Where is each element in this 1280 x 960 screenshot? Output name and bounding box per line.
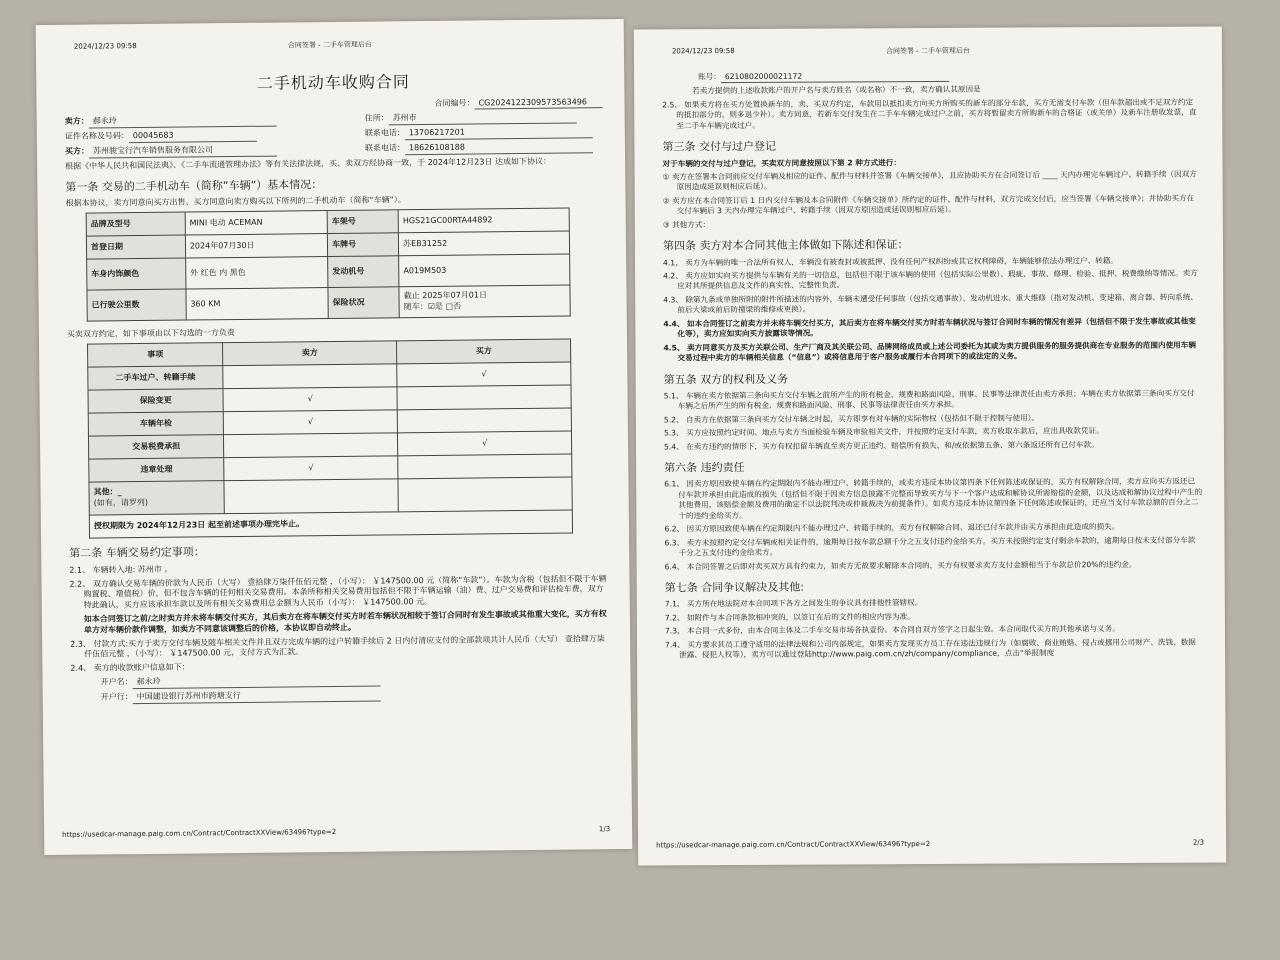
clause-2-2: 2.2、 双方确认交易车辆的价款为人民币（大写） 壹拾肆万柒仟伍佰元整 ，（小写）： ￥147500.00 元（简称“车款”）。车款为含税（包括但不限于车辆购置税、增值税）价，但不包含车辆的任何相关交易费用。本条所称相关交易费用包括但不限于车辆运输（油）费、过户交易费和评估检车费，双方特此确认，买方应该承担车款以及所有相关交易费用总金额为人民币（小写）： ￥147500.00 元。 bbox=[69, 573, 607, 610]
clause-4-1: 4.1、 卖方为车辆的唯一合法所有权人，车辆没有被查封或被抵押、没有任何产权纠纷或其它权利障碍，车辆能够依法办理过户、转籍。 bbox=[663, 255, 1118, 267]
cell-label: 车牌号 bbox=[327, 233, 398, 257]
buyer-check bbox=[397, 385, 571, 410]
page-footer bbox=[656, 839, 1204, 850]
table-row-item: 交易税费承担 bbox=[88, 435, 224, 459]
cell-label: 已行驶公里数 bbox=[87, 289, 186, 321]
cell-label: 首登日期 bbox=[86, 235, 185, 259]
clause-2-3: 2.3、 付款方式:买方于卖方交付车辆及随车相关文件并且双方完成车辆的过户转籍手续后 2 日内付清应支付的全部款项共计人民币（大写） 壹拾肆万柒仟伍佰元整 ，（小写）： ￥147500.00 元，支付方式为汇款。 bbox=[70, 633, 605, 660]
acct-label: 账号： bbox=[698, 72, 721, 82]
seller-check bbox=[224, 479, 398, 514]
clause-4-4: 4.4、 如本合同签订之前卖方并未将车辆交付买方，其后卖方在将车辆交付买方时若车辆状况与签订合同时车辆的情况有差异（包括但不限于发生事故或其他变化等），卖方应如实向买方披露该等情况。 bbox=[663, 316, 1196, 339]
clause-7-3: 7.3、 本合同一式多份，由本合同主体及二手车交易市场各执壹份。本合同自双方签字之日起生效。本合同取代买方的其他承诺与义务。 bbox=[664, 624, 1120, 636]
clause-6-3: 6.3、 卖方未按照约定交付车辆或相关证件的，逾期每日按车款总额千分之五支付违约金给买方。买方未按照约定支付剩余车款的，逾期每日按未支付部分车款千分之五支付违约金给卖方。 bbox=[664, 535, 1196, 558]
clause-7-2: 7.2、 如附件与本合同条款相冲突的，以签订在后的文件的相应内容为准。 bbox=[664, 611, 915, 623]
header-timestamp: 2024/12/23 09:58 bbox=[671, 47, 735, 56]
page-footer bbox=[62, 825, 610, 839]
acct-number: 6210802000021172 bbox=[721, 71, 949, 84]
clause-5-3: 5.3、 买方应按照约定时间、地点与卖方当面检验车辆及审验相关文件，并按照约定支付车款，卖方收取车款后，应出具收款凭证。 bbox=[663, 426, 1104, 438]
seller-check: √ bbox=[223, 387, 397, 412]
seller-address: 苏州市 bbox=[389, 112, 577, 126]
contract-title: 二手机动车收购合同 bbox=[256, 72, 410, 93]
buyer-name: 苏州骏宝行汽车销售服务有限公司 bbox=[89, 145, 277, 159]
cell-value: MINI 电动 ACEMAN bbox=[185, 211, 327, 235]
auth-period: 授权期限为 2024年12月23日 起至前述事项办理完毕止。 bbox=[89, 510, 572, 538]
seller-check bbox=[223, 364, 397, 389]
cell-value: 360 KM bbox=[186, 288, 329, 320]
col-seller: 卖方 bbox=[223, 341, 397, 366]
cell-value: 苏EB31252 bbox=[399, 231, 570, 256]
clause-2-5: 2.5、 如果卖方将在买方处置换新车的，卖、买双方约定，车款用以抵扣卖方向买方所购买的新车的部分车款，买方无需支付车款（但车款超出或不足双方约定的抵扣部分的，则多退少补）。卖方同意，若新车交付发生在二手车车辆完成过户之前，买方将暂留卖方所购新车的合格证（或关单）及新车注册收发票，直至二手车车辆完成过户。 bbox=[662, 97, 1197, 131]
name-mismatch-note: 若卖方提供的上述收款账户的开户名与卖方姓名（或名称）不一致，卖方确认其原因是 bbox=[692, 85, 981, 96]
vehicle-info-table bbox=[86, 208, 571, 322]
delivery-option-3: ③ 其他方式： bbox=[662, 220, 711, 230]
cell-label: 发动机号 bbox=[328, 256, 399, 288]
section-3-title: 第三条 交付与过户登记 bbox=[662, 140, 776, 154]
clause-7-4: 7.4、 买方要求其员工遵守适用的法律法规和公司内部规定，如果卖方发现买方员工存在违法违规行为（如腐败、商业贿赂、侵占或挪用公司财产、洗钱、数据泄露、侵犯人权等），卖方可以通过登陆http://www.paig.com.cn/zh/company/compliance，点击“举报制度 bbox=[665, 637, 1196, 660]
clause-6-1: 6.1、 因卖方原因致使车辆在约定期限内不能办理过户、转籍手续的，或卖方违反本协议第四条下任何陈述或保证的，买方有权解除合同，卖方应向买方返还已付车款并承担由此造成的损失（包括但不限于因卖方信息披露不完整而导致买方与下一个客户达成和解协议所需赔偿的金额，以及达成和解协议过程中产生的其他费用，该赔偿金额及费用的确定不以法院判决或仲裁裁决为前提条件）。如卖方违反本协议第四条下任何陈述或保证的，还应当支付车款总额的百分之二十的违约金给买方。 bbox=[664, 477, 1203, 521]
seller-name: 郝永玲 bbox=[89, 115, 277, 129]
tel-label: 联系电话： bbox=[364, 128, 405, 138]
page-header bbox=[66, 37, 594, 51]
page-header bbox=[664, 45, 1192, 56]
cell-value: HGS21GC00RTA44892 bbox=[398, 208, 569, 233]
buyer-label: 买方： bbox=[64, 146, 90, 156]
clause-4-2: 4.2、 卖方应如实向买方提供与车辆有关的一切信息，包括但不限于该车辆的使用（包括实际公里数）、瑕疵、事故、修理、检验、抵押、税费缴纳等情况。卖方应对其所提供信息及文件的真实性、完整性负责。 bbox=[663, 268, 1198, 291]
seller-label: 卖方： bbox=[64, 116, 89, 127]
seller-idno: 00045683 bbox=[129, 130, 257, 143]
section-2-title: 第二条 车辆交易约定事项： bbox=[69, 545, 205, 560]
tel2-label: 联系电话： bbox=[364, 143, 406, 153]
clause-4-3: 4.3、 除第九条或单独所附的附件所描述的内容外，车辆未遭受任何事故（包括交通事故）、发动机进水、重大维修（指对发动机、变速箱、离合器、转向系统、前后大梁或前后防撞梁的维修或更换）。 bbox=[663, 292, 1198, 315]
bank-label: 开户行： bbox=[100, 691, 133, 702]
contract-page-2 bbox=[634, 26, 1226, 865]
acct-name: 郝永玲 bbox=[133, 675, 381, 689]
section-1-intro: 根据本协议，卖方同意向买方出售、买方同意向卖方购买以下所列的二手机动车（简称“车辆”）。 bbox=[65, 195, 406, 209]
delivery-option-2: ② 卖方应在本合同签订后 1 日内交付车辆及本合同附件《车辆交接单》所约定的证件、配件与材料，双方完成交付后，应当签署《车辆交接单》；并协助买方在交付车辆后 3 天内办理完车辆过户、转籍手续（因双方原因造成延误则相应后延）。 bbox=[662, 193, 1195, 216]
buyer-check bbox=[398, 477, 572, 512]
page-number: 2/3 bbox=[1192, 838, 1205, 847]
clause-6-4: 6.4、 本合同签署之后即对卖买双方具有约束力，如卖方无故要求解除本合同的，买方有权要求卖方支付金额相当于车款总价20%的违约金。 bbox=[664, 559, 1137, 572]
cell-label: 车架号 bbox=[327, 210, 398, 234]
seller-check: √ bbox=[224, 456, 398, 481]
col-item: 事项 bbox=[88, 343, 224, 367]
cell-value bbox=[399, 285, 570, 318]
page-url: https://usedcar-manage.paig.com.cn/Contract/ContractXXView/63496?type=2 bbox=[62, 827, 337, 839]
cell-value: 2024年07月30日 bbox=[185, 234, 327, 258]
clause-5-2: 5.2、 自卖方在依据第三条向买方交付车辆之时起，买方即享有对车辆的实际物权（包括但不限于控制与使用）。 bbox=[663, 413, 1040, 425]
cell-label: 保险状况 bbox=[328, 287, 399, 319]
clause-2-1: 2.1、 车辆转入地: 苏州市 。 bbox=[69, 564, 173, 575]
section-4-title: 第四条 卖方对本合同其他主体做如下陈述和保证： bbox=[662, 238, 909, 253]
cell-label: 车身内饰颜色 bbox=[87, 258, 186, 290]
clause-5-1: 5.1、 车辆在卖方依据第三条向买方交付车辆之前所产生的所有税金、规费和路面风险、刑事、民事等法律责任由卖方承担；车辆在卖方依据第三条向买方交付车辆之后所产生的所有税金、规费和路面风险、刑事、民事等法律责任由买方承担。 bbox=[663, 388, 1195, 411]
header-timestamp: 2024/12/23 09:58 bbox=[73, 42, 137, 51]
insurance-expiry: 截止 2025年07月01日 bbox=[403, 290, 487, 301]
other-label: 其他：_ bbox=[93, 487, 122, 497]
clause-4-5: 4.5、 卖方同意买方及买方关联公司、生产厂商及其关联公司、品牌网络成员或上述公司委托为其或为卖方提供服务的服务提供商在专业服务的范围内使用车辆交易过程中卖方的车辆相关信息（“信息”）或将信息用于客户服务或履行本合同项下的或法定的义务。 bbox=[663, 340, 1196, 363]
bank-name: 中国建设银行苏州市跨塘支行 bbox=[133, 689, 381, 703]
seller-tel: 13706217201 bbox=[405, 126, 593, 140]
buyer-check bbox=[397, 408, 571, 433]
clause-5-4: 5.4、 在卖方违约的情形下，买方有权扣留车辆直至卖方更正违约、赔偿所有损失、和/或依据第五条、第六条返还所有已付车款。 bbox=[663, 439, 1099, 452]
buyer-check: √ bbox=[398, 431, 572, 456]
contract-no: CG2024122309573563496 bbox=[474, 97, 602, 110]
section-6-title: 第六条 违约责任 bbox=[664, 461, 745, 475]
acct-name-label: 开户名： bbox=[100, 677, 133, 687]
insurance-with-car: 随车：☑是 □否 bbox=[403, 301, 462, 312]
buyer-check bbox=[398, 454, 572, 479]
buyer-tel: 18626108188 bbox=[405, 141, 593, 155]
seller-check bbox=[224, 433, 398, 458]
table-row-item: 车辆年检 bbox=[88, 412, 224, 436]
idno-label: 证件名称及号码： bbox=[64, 131, 129, 141]
clause-2-2-bold: 如本合同签订之前/之时卖方并未将车辆交付买方，其后卖方在将车辆交付买方时若车辆状况相较于签订合同时有发生事故或其他重大变化，买方有权单方对车辆价款作调整，如卖方不同意该调整后的价格，本协议即自动终止。 bbox=[83, 609, 607, 635]
addr-label: 住所： bbox=[364, 113, 389, 124]
section-7-title: 第七条 合同争议解决及其他: bbox=[664, 580, 804, 595]
cell-value: A019M503 bbox=[399, 254, 570, 287]
section-5-title: 第五条 双方的权利及义务 bbox=[663, 372, 789, 387]
contract-page-1 bbox=[36, 19, 633, 855]
table-row-item: 二手车过户、转籍手续 bbox=[88, 366, 224, 390]
page-number: 1/3 bbox=[598, 825, 611, 834]
header-title: 合同签署 - 二手车管理后台 bbox=[287, 40, 372, 50]
clause-2-4: 2.4、 卖方的收款账户信息如下： bbox=[70, 662, 190, 674]
seller-check: √ bbox=[224, 410, 398, 435]
page-url: https://usedcar-manage.paig.com.cn/Contract/ContractXXView/63496?type=2 bbox=[656, 840, 931, 850]
agree-note: 买卖双方约定，如下事项由以下勾选的一方负责 bbox=[66, 328, 235, 340]
cell-value: 外 红色 内 黑色 bbox=[185, 257, 328, 289]
contract-no-label: 合同编号： bbox=[434, 98, 475, 108]
clause-6-2: 6.2、 因买方原因致使车辆在约定期限内不能办理过户、转籍手续的，卖方有权解除合同、退还已付车款并由买方承担由此造成的损失。 bbox=[664, 522, 1120, 534]
section-3-intro: 对于车辆的交付与过户登记，买卖双方同意按照以下第 2 种方式进行： bbox=[662, 157, 901, 168]
cell-label: 品牌及型号 bbox=[86, 212, 185, 236]
col-buyer: 买方 bbox=[397, 339, 571, 364]
header-title: 合同签署 - 二手车管理后台 bbox=[885, 46, 970, 56]
other-hint: (如有，请罗列) bbox=[93, 497, 148, 508]
clause-7-1: 7.1、 买方所在地法院对本合同项下各方之间发生的争议具有排他性管辖权。 bbox=[664, 598, 923, 609]
responsibility-table bbox=[87, 339, 573, 539]
delivery-option-1: ① 卖方在签署本合同前应交付车辆及相应的证件、配件与材料并签署《车辆交接单》，且应协助买方在合同签订后 ____ 天内办理完车辆过户、转籍手续（因双方原因造成延误则相应后延）。 bbox=[662, 169, 1197, 192]
section-1-title: 第一条 交易的二手机动车（简称“车辆”）基本情况： bbox=[65, 177, 323, 194]
table-row-other bbox=[89, 481, 225, 515]
table-row-item: 保险变更 bbox=[88, 389, 224, 413]
buyer-check: √ bbox=[397, 362, 571, 387]
preamble: 根据《中华人民共和国民法典》、《二手车流通管理办法》等有关法律法规，买、卖双方经协商一致，于 2024年12月23日 达成如下协议： bbox=[65, 156, 551, 171]
table-row-item: 违章处理 bbox=[89, 458, 225, 482]
